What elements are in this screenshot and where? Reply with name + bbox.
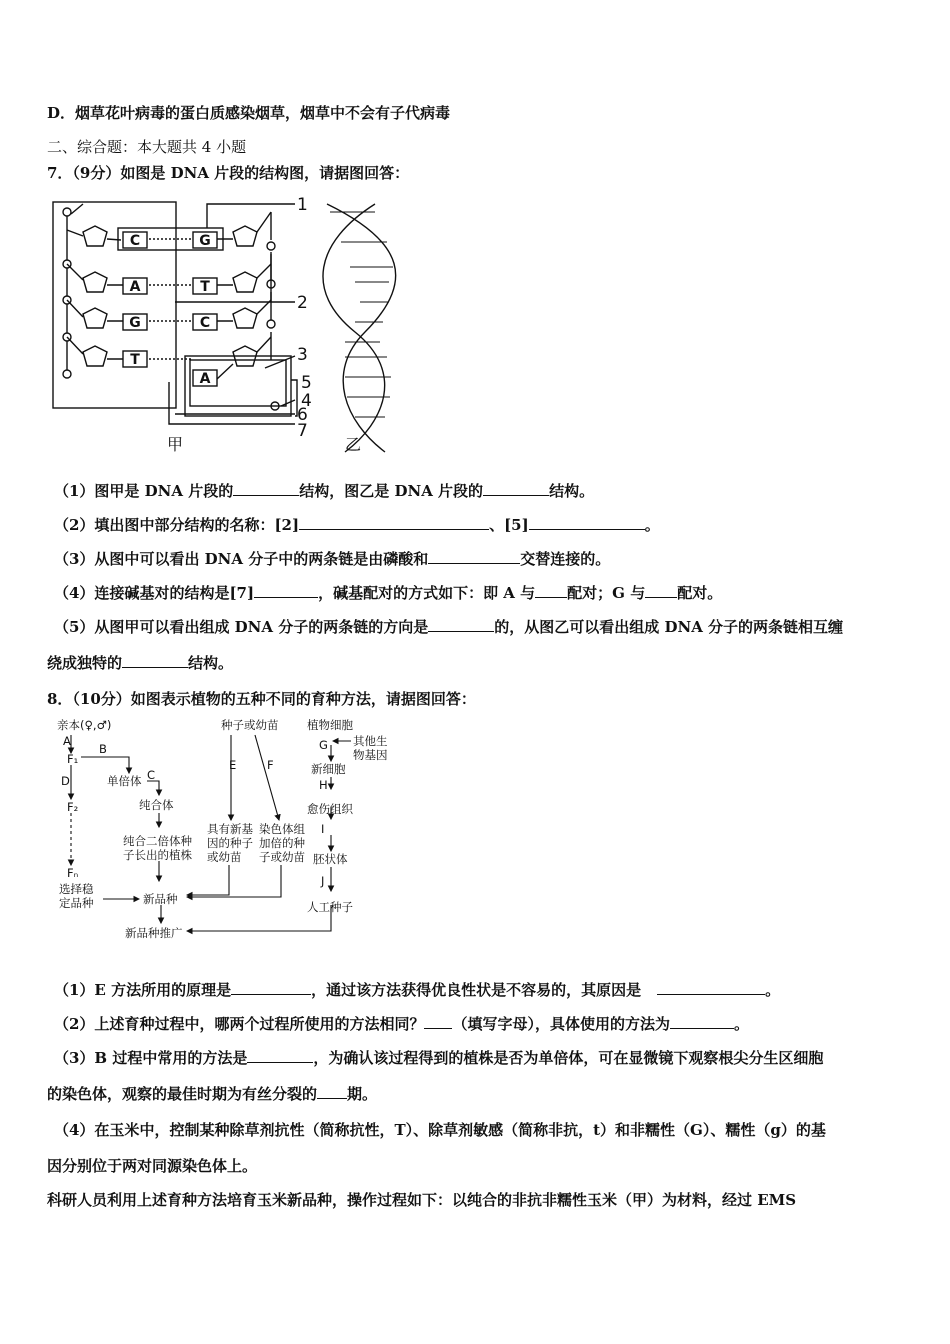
q8-part2: （2）上述育种过程中，哪两个过程所使用的方法相同？ （填写字母），具体使用的方法为 。 bbox=[54, 1015, 749, 1033]
fig-doubled-3: 子或幼苗 bbox=[259, 850, 305, 864]
fig-new-gene-2: 因的种子 bbox=[207, 836, 253, 850]
q8-part1: （1）E 方法所用的原理是 ，通过该方法获得优良性状是不容易的，其原因是 。 bbox=[54, 981, 781, 999]
fig-select-1: 选择稳 bbox=[59, 882, 94, 896]
fig-Fn: Fₙ bbox=[67, 866, 79, 880]
q8-part4: （4）在玉米中，控制某种除草剂抗性（简称抗性，T）、除草剂敏感（简称非抗，t）和非糯性（G）、糯性（g）的基 bbox=[54, 1121, 826, 1139]
q7-part4: （4）连接碱基对的结构是[7] ，碱基配对的方式如下：即 A 与 配对；G 与 配对。 bbox=[54, 584, 723, 602]
base-right-4: A bbox=[199, 371, 211, 387]
fig-doubled-1: 染色体组 bbox=[259, 822, 305, 836]
fig-other-gene-1: 其他生 bbox=[353, 734, 388, 748]
base-right-3: C bbox=[199, 315, 211, 331]
fig-F1: F₁ bbox=[67, 752, 79, 766]
fig-E: E bbox=[229, 758, 237, 772]
q8-part3-cont: 的染色体，观察的最佳时期为有丝分裂的 期。 bbox=[47, 1085, 378, 1103]
fig-G: G bbox=[319, 738, 328, 752]
fig-F: F bbox=[267, 758, 274, 772]
dna-structure-figure bbox=[45, 192, 415, 457]
label-3: 3 bbox=[297, 345, 308, 365]
label-1: 1 bbox=[297, 195, 308, 215]
fig-A: A bbox=[63, 734, 71, 748]
fig-doubled-2: 加倍的种 bbox=[259, 836, 305, 850]
fig-new-gene-3: 或幼苗 bbox=[207, 850, 242, 864]
base-left-4: T bbox=[130, 352, 140, 368]
base-left-2: A bbox=[129, 279, 141, 295]
fig-F2: F₂ bbox=[67, 800, 79, 814]
label-jia: 甲 bbox=[167, 435, 184, 454]
fig-I: I bbox=[321, 822, 325, 836]
fig-other-gene-2: 物基因 bbox=[353, 748, 388, 762]
base-right-1: G bbox=[199, 233, 211, 249]
label-5: 5 bbox=[301, 373, 312, 393]
fig-seed: 种子或幼苗 bbox=[221, 718, 279, 732]
fig-embryoid: 胚状体 bbox=[313, 852, 348, 866]
fig-D: D bbox=[61, 774, 70, 788]
fig-artificial-seed: 人工种子 bbox=[307, 900, 353, 914]
fig-pure-diploid-2: 子长出的植株 bbox=[123, 848, 192, 862]
label-2: 2 bbox=[297, 293, 308, 313]
q8-part4-cont: 因分别位于两对同源染色体上。 bbox=[47, 1157, 258, 1175]
label-7: 7 bbox=[297, 421, 308, 441]
fig-new-variety: 新品种 bbox=[143, 892, 178, 906]
fig-callus: 愈伤组织 bbox=[307, 802, 353, 816]
section-title: 二、综合题：本大题共 4 小题 bbox=[47, 138, 247, 156]
fig-haploid: 单倍体 bbox=[107, 774, 142, 788]
q7-part3: （3）从图中可以看出 DNA 分子中的两条链是由磷酸和 交替连接的。 bbox=[54, 550, 611, 568]
fig-new-cell: 新细胞 bbox=[311, 762, 346, 776]
label-yi: 乙 bbox=[345, 435, 362, 454]
breeding-methods-figure bbox=[55, 715, 400, 945]
label-4: 4 bbox=[301, 391, 312, 411]
q7-part5-cont: 绕成独特的 结构。 bbox=[47, 654, 234, 672]
fig-C: C bbox=[147, 768, 156, 782]
fig-H: H bbox=[319, 778, 328, 792]
fig-parent: 亲本(♀,♂) bbox=[57, 718, 112, 732]
q7-part1: （1）图甲是 DNA 片段的 结构，图乙是 DNA 片段的 结构。 bbox=[54, 482, 595, 500]
q7-part2: （2）填出图中部分结构的名称：[2] 、[5] 。 bbox=[54, 516, 660, 534]
option-d: D．烟草花叶病毒的蛋白质感染烟草，烟草中不会有子代病毒 bbox=[47, 104, 451, 122]
fig-J: J bbox=[321, 874, 325, 888]
fig-B: B bbox=[99, 742, 107, 756]
q8-part3: （3）B 过程中常用的方法是 ，为确认该过程得到的植株是否为单倍体，可在显微镜下观察根尖分生区细胞 bbox=[54, 1049, 824, 1067]
fig-select-2: 定品种 bbox=[59, 896, 94, 910]
fig-plant-cell: 植物细胞 bbox=[307, 718, 353, 732]
base-left-1: C bbox=[129, 233, 141, 249]
q8-part5: 科研人员利用上述育种方法培育玉米新品种，操作过程如下：以纯合的非抗非糯性玉米（甲）为材料，经过 EMS bbox=[47, 1191, 797, 1209]
label-6: 6 bbox=[297, 405, 308, 425]
q8-intro: 8．（10分）如图表示植物的五种不同的育种方法，请据图回答： bbox=[47, 690, 476, 708]
fig-pure: 纯合体 bbox=[139, 798, 174, 812]
base-left-3: G bbox=[129, 315, 141, 331]
q7-part5: （5）从图甲可以看出组成 DNA 分子的两条链的方向是 的，从图乙可以看出组成 DNA 分子的两条链相互缠 bbox=[54, 618, 844, 636]
base-right-2: T bbox=[200, 279, 210, 295]
q7-intro: 7．（9分）如图是 DNA 片段的结构图，请据图回答： bbox=[47, 164, 410, 182]
fig-new-gene-1: 具有新基 bbox=[207, 822, 253, 836]
fig-promote: 新品种推广 bbox=[125, 926, 183, 940]
fig-pure-diploid-1: 纯合二倍体种 bbox=[123, 834, 192, 848]
